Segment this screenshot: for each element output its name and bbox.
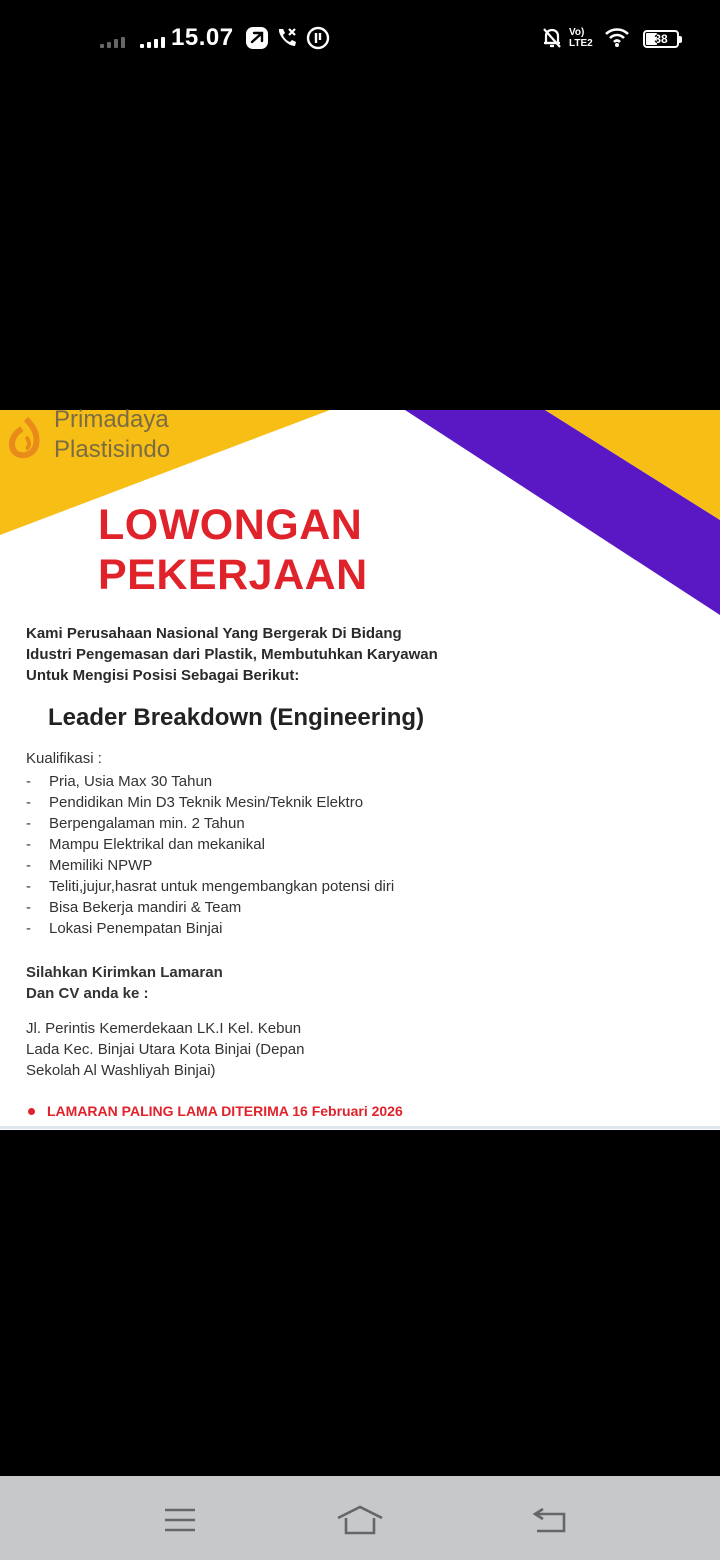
list-item: - Pria, Usia Max 30 Tahun	[26, 773, 213, 790]
list-item: - Mampu Elektrikal dan mekanikal	[26, 836, 265, 853]
lte-label: LTE2	[569, 38, 593, 49]
company-name: Primadaya Plastisindo	[54, 406, 171, 463]
home-icon	[336, 1504, 384, 1536]
battery-icon	[643, 30, 679, 48]
network-type-label	[569, 27, 593, 49]
messenger-icon	[245, 26, 269, 50]
qualifications-list	[26, 771, 394, 939]
mute-icon	[541, 26, 563, 50]
back-icon	[531, 1505, 569, 1535]
list-item: - Pendidikan Min D3 Teknik Mesin/Teknik Elektro	[26, 794, 364, 811]
missed-call-icon	[275, 26, 299, 50]
list-item: - Teliti,jujur,hasrat untuk mengembangkan potensi diri	[26, 878, 395, 895]
poster-bottom-border	[0, 1126, 720, 1129]
clock: 15.07	[171, 24, 234, 51]
home-button[interactable]	[330, 1500, 390, 1540]
data-saver-icon	[306, 26, 330, 50]
bullet-icon	[28, 1108, 35, 1115]
wifi-icon	[604, 26, 630, 48]
battery-level: 38	[654, 32, 668, 46]
company-logo-icon	[6, 415, 46, 465]
signal-icon	[140, 34, 165, 48]
position-title: Leader Breakdown (Engineering)	[48, 704, 425, 731]
menu-icon	[163, 1506, 197, 1534]
poster-headline: LOWONGAN PEKERJAAN	[98, 501, 368, 599]
qualifications-title: Kualifikasi :	[26, 750, 102, 767]
list-item: - Bisa Bekerja mandiri & Team	[26, 899, 242, 916]
application-deadline: LAMARAN PALING LAMA DITERIMA 16 Februari 2026	[28, 1103, 403, 1119]
menu-button[interactable]	[150, 1500, 210, 1540]
volte-label: Vo)	[569, 27, 585, 38]
list-item: - Lokasi Penempatan Binjai	[26, 920, 223, 937]
signal-icon	[100, 34, 125, 48]
list-item: - Memiliki NPWP	[26, 857, 153, 874]
status-bar	[0, 0, 720, 78]
list-item: - Berpengalaman min. 2 Tahun	[26, 815, 245, 832]
navigation-bar	[0, 1476, 720, 1560]
company-address: Jl. Perintis Kemerdekaan LK.I Kel. Kebun Lada Kec. Binjai Utara Kota Binjai (Depan Sekolah Al Washliyah Binjai)	[26, 1020, 305, 1079]
send-instructions: Silahkan Kirimkan Lamaran Dan CV anda ke :	[26, 964, 223, 1002]
back-button[interactable]	[520, 1500, 580, 1540]
company-intro: Kami Perusahaan Nasional Yang Bergerak Di Bidang Idustri Pengemasan dari Plastik, Membutuhkan Karyawan Untuk Mengisi Posisi Sebagai Berikut:	[26, 625, 438, 684]
